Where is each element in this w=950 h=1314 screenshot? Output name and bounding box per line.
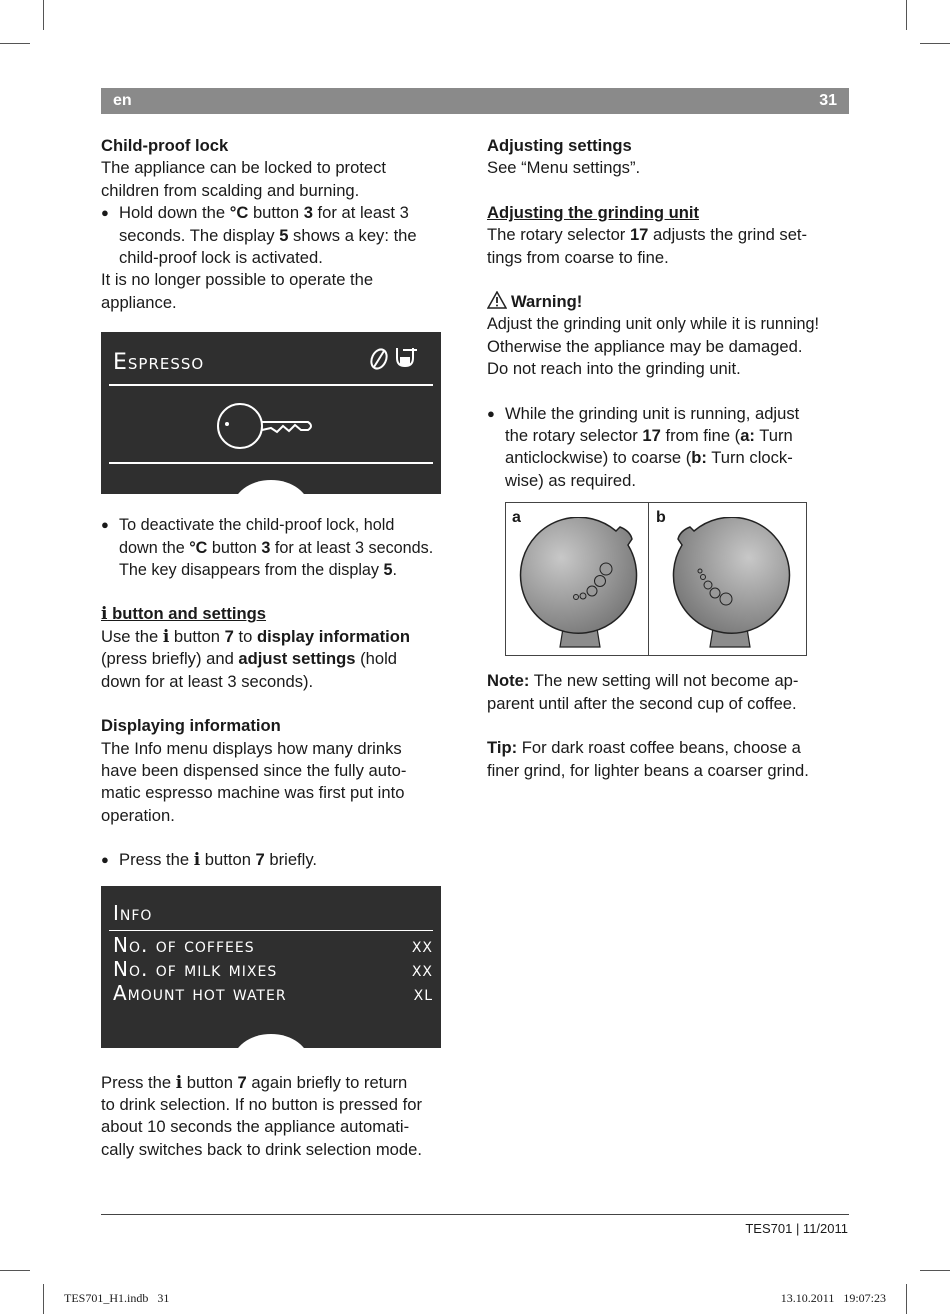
page-number: 31 (819, 92, 837, 109)
crop-mark (43, 1284, 44, 1314)
display-divider (109, 930, 433, 932)
tip: Tip: For dark roast coffee beans, choose a (487, 738, 801, 758)
press-i-bullet: ● Press the i button 7 briefly. (101, 850, 318, 871)
ibutton-heading: i button and settings (101, 604, 267, 625)
crop-mark (0, 43, 30, 44)
footer-divider (101, 1214, 849, 1215)
right-column: Adjusting settings See “Menu settings”. Adjusting the grinding unit The rotary selector 17 adjusts the grind set- tings from coarse to fine. Warning! Adjust the grinding unit only while it is running! Otherwise the appliance may be damaged. Do not reach into the grinding unit. ● While the grinding unit is running, adjust the rotary selector 17 from fine (a: Turn anticlockwise) to coarse (b: Turn clock- wise) as required. a b Note: The new setting will not become ap- parent until after the second cup of coffee. Tip: For dark roast coffee beans, choose a finer grind, for lighter beans a coarser grind. (487, 135, 852, 782)
info-row: No. of milk mixes xx (113, 956, 433, 981)
grinder-figure (505, 502, 807, 656)
grinder-selector-b (666, 517, 794, 653)
child-lock-intro-1: The appliance can be locked to protect (101, 158, 387, 178)
display-info-screen (101, 886, 441, 1048)
warning-heading: Warning! (487, 291, 852, 313)
left-column: Child-proof lock The appliance can be locked to protect children from scalding and burning. ● Hold down the °C button 3 for at least 3 seconds. The display 5 shows a key: the child-proof lock is activated. It is no longer possible to operate the appliance. Espresso ● To deactivate the child-proof lock, hold down the °C button 3 for at least 3 seconds. The key disappears from the display 5. i button and settings Use the i button 7 to display information (press briefly) and adjust settings (hold down for at least 3 seconds). Displaying information The Info menu displays how many drinks have been dispensed since the fully auto- matic espresso machine was first put into operation. ● Press the i button 7 briefly. Info No. of coffees xx No. of milk mixes xx Amount hot water xl Press the i button 7 again briefly to return to drink selection. If no button is pressed for about 10 seconds the appliance automati- cally switches back to drink selection mode. (101, 135, 466, 1161)
child-lock-intro-2: children from scalding and burning. (101, 180, 360, 200)
bullet-icon: ● (487, 405, 495, 421)
note: Note: The new setting will not become ap- (487, 671, 799, 691)
bullet-icon: ● (101, 852, 109, 868)
footer-model: TES701 | 11/2011 (745, 1221, 848, 1236)
grinding-heading: Adjusting the grinding unit (487, 202, 699, 222)
display-bump (233, 1034, 309, 1048)
key-icon (213, 400, 317, 452)
bean-cup-icon (367, 344, 427, 374)
display-bump (233, 480, 309, 494)
crop-mark (0, 1270, 30, 1271)
grinding-bullet: ● While the grinding unit is running, adjust the rotary selector 17 from fine (a: Turn anticlockwise) to coarse (b: Turn clock- wise) as required. (487, 403, 800, 490)
display-title: Espresso (113, 350, 205, 376)
child-lock-bullet: ● Hold down the °C button 3 for at least 3 seconds. The display 5 shows a key: the child-proof lock is activated. (101, 203, 417, 268)
child-lock-after-2: appliance. (101, 292, 177, 312)
grinder-selector-a (516, 517, 644, 653)
info-row: Amount hot water xl (113, 980, 433, 1005)
crop-mark (906, 0, 907, 30)
bullet-icon: ● (101, 205, 109, 221)
display-divider (109, 462, 433, 464)
child-lock-heading: Child-proof lock (101, 136, 229, 155)
warning-icon (487, 291, 507, 309)
deactivate-bullet: ● To deactivate the child-proof lock, hold down the °C button 3 for at least 3 seconds. The key disappears from the display 5. (101, 516, 434, 580)
bullet-icon: ● (101, 517, 109, 533)
displaying-heading: Displaying information (101, 716, 281, 736)
page-header (101, 88, 849, 114)
display-lock-screen (101, 332, 441, 494)
crop-mark (906, 1284, 907, 1314)
display-title: Info (113, 900, 153, 925)
figure-label-a: a (512, 509, 521, 527)
crop-mark (920, 43, 950, 44)
figure-label-b: b (656, 509, 666, 527)
crop-mark (920, 1270, 950, 1271)
language-code: en (113, 92, 132, 109)
crop-mark (43, 0, 44, 30)
adjusting-heading: Adjusting settings (487, 136, 632, 155)
imprint-date: 13.10.2011 19:07:23 (780, 1291, 886, 1305)
display-divider (109, 384, 433, 386)
info-row: No. of coffees xx (113, 932, 433, 957)
imprint-file: TES701_H1.indb 31 (64, 1291, 170, 1305)
child-lock-after-1: It is no longer possible to operate the (101, 270, 374, 290)
